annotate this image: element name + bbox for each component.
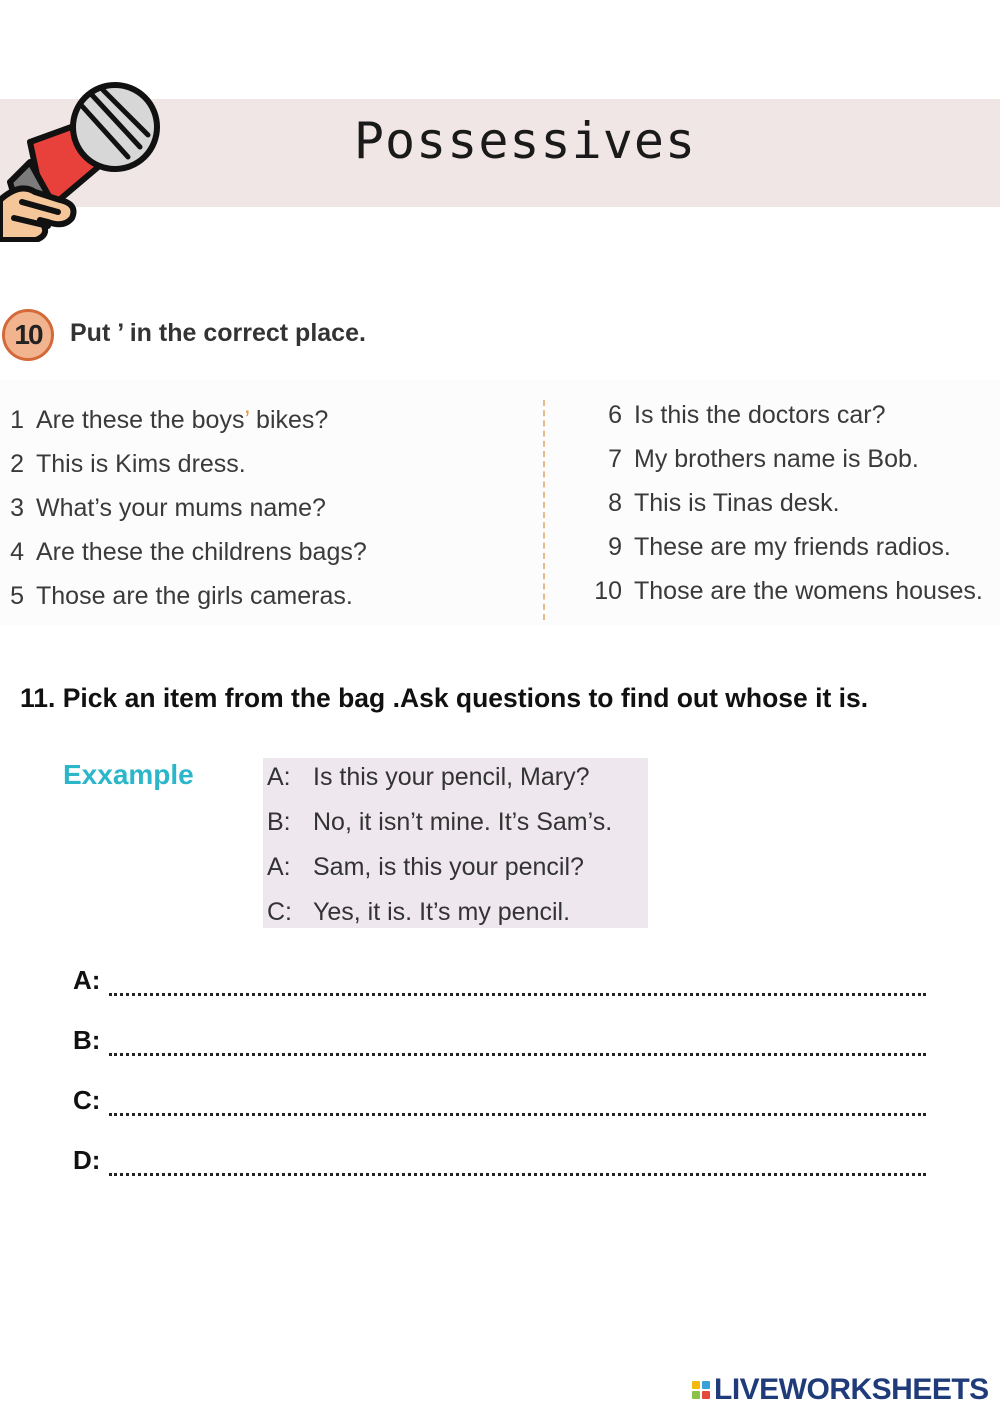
sentence-list-right xyxy=(592,393,983,613)
dialog-line xyxy=(267,758,612,803)
answer-label: C: xyxy=(73,1085,101,1115)
sentence-item xyxy=(8,486,367,530)
apostrophe-mark: ’ xyxy=(244,406,250,434)
sentence-number: 8 xyxy=(608,489,622,517)
sentence-item xyxy=(592,393,983,437)
sentence-number: 3 xyxy=(10,494,24,522)
exercise-10-instruction: Put ’ in the correct place. xyxy=(70,319,366,347)
dialog-text: Sam, is this your pencil? xyxy=(313,853,584,881)
logo-text: LIVEWORKSHEETS xyxy=(714,1373,989,1406)
speaker-label: C: xyxy=(267,898,292,926)
answer-row xyxy=(73,965,926,1025)
sentence-item xyxy=(592,569,983,613)
answer-row xyxy=(73,1025,926,1085)
sentence-item xyxy=(592,437,983,481)
speaker-label: B: xyxy=(267,808,291,836)
sentence-list-left xyxy=(8,398,367,618)
answer-field-d[interactable] xyxy=(109,1145,926,1176)
sentence-number: 6 xyxy=(608,401,622,429)
answer-field-c[interactable] xyxy=(109,1085,926,1116)
sentence-text: Those are the girls cameras. xyxy=(36,582,353,610)
dialog-text: Is this your pencil, Mary? xyxy=(313,763,590,791)
sentence-text: Are these the childrens bags? xyxy=(36,538,367,566)
microphone-hand-icon xyxy=(0,62,170,242)
answer-field-b[interactable] xyxy=(109,1025,926,1056)
sentence-number: 1 xyxy=(10,406,24,434)
sentence-text: These are my friends radios. xyxy=(634,533,951,561)
answer-row xyxy=(73,1145,926,1205)
sentence-item xyxy=(8,530,367,574)
column-divider xyxy=(543,400,545,620)
liveworksheets-logo[interactable] xyxy=(692,1372,989,1408)
sentence-number: 5 xyxy=(10,582,24,610)
page-title: Possessives xyxy=(353,112,697,170)
example-dialog xyxy=(267,758,612,938)
sentence-text: Are these the boys xyxy=(36,406,245,434)
answer-label: D: xyxy=(73,1145,101,1175)
sentence-number: 9 xyxy=(608,533,622,561)
dialog-line xyxy=(267,893,612,938)
sentence-text: Is this the doctors car? xyxy=(634,401,886,429)
answer-field-a[interactable] xyxy=(109,965,926,996)
answer-label: B: xyxy=(73,1025,101,1055)
exercise-11-heading: 11. Pick an item from the bag .Ask questions to find out whose it is. xyxy=(20,683,869,713)
example-label: Exxample xyxy=(63,759,194,790)
speaker-label: A: xyxy=(267,763,291,791)
sentence-number: 7 xyxy=(608,445,622,473)
sentence-number: 2 xyxy=(10,450,24,478)
answer-lines xyxy=(73,965,926,1205)
sentence-text: This is Kims dress. xyxy=(36,450,246,478)
sentence-text: My brothers name is Bob. xyxy=(634,445,919,473)
sentence-text: What’s your mums name? xyxy=(36,494,326,522)
sentence-number: 10 xyxy=(594,577,622,605)
sentence-item xyxy=(8,574,367,618)
dialog-text: No, it isn’t mine. It’s Sam’s. xyxy=(313,808,613,836)
sentence-text-end: bikes? xyxy=(249,406,329,434)
sentence-number: 4 xyxy=(10,538,24,566)
exercise-number-badge: 10 xyxy=(2,309,54,361)
sentence-text: Those are the womens houses. xyxy=(634,577,983,605)
sentence-text: This is Tinas desk. xyxy=(634,489,840,517)
sentence-item xyxy=(8,398,367,442)
sentence-item xyxy=(592,481,983,525)
dialog-text: Yes, it is. It’s my pencil. xyxy=(313,898,571,926)
speaker-label: A: xyxy=(267,853,291,881)
answer-row xyxy=(73,1085,926,1145)
liveworksheets-logo-icon xyxy=(692,1381,710,1399)
dialog-line xyxy=(267,803,612,848)
dialog-line xyxy=(267,848,612,893)
sentence-item xyxy=(592,525,983,569)
answer-label: A: xyxy=(73,965,101,995)
sentence-item xyxy=(8,442,367,486)
